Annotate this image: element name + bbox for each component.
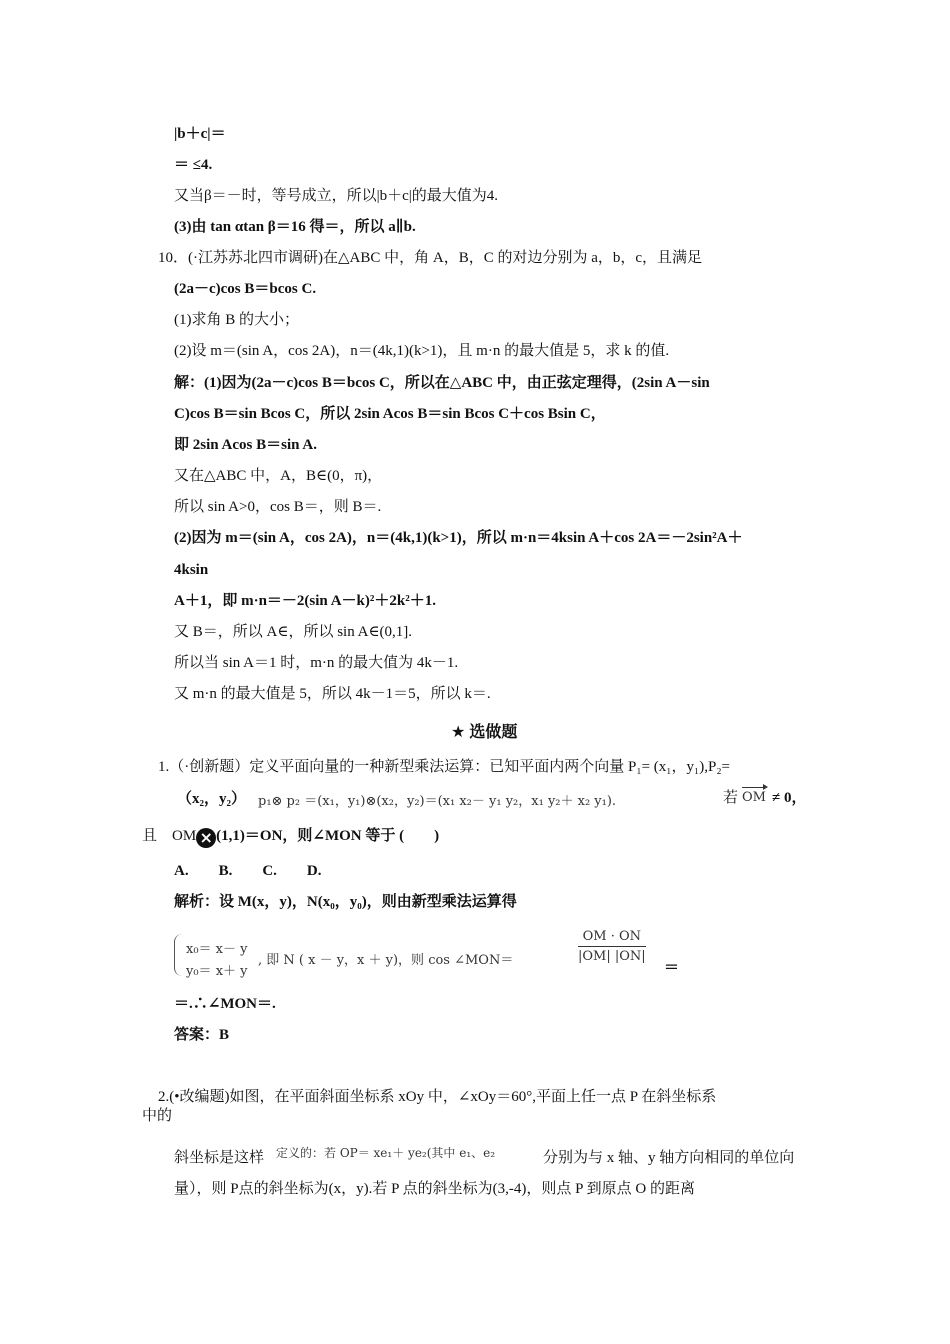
q1-line-2-prefix: （x₂，y₂） (177, 791, 246, 807)
solution-line-1: 解：(1)因为(2a－c)cos B＝bcos C，所以在△ABC 中，由正弦定理得，(2sin A－sin (174, 375, 710, 391)
q2-line-1: 2.(•改编题)如图，在平面斜面坐标系 xOy 中，∠xOy＝60°,平面上任一点 P 在斜坐标系 (158, 1089, 717, 1105)
solution-line-7: 4ksin (174, 562, 209, 578)
q2-line-2-prefix: 斜坐标是这样 (174, 1150, 265, 1166)
text-line-1: |b＋c|＝ (174, 126, 226, 142)
q1-choices: A. B. C. D. (174, 863, 322, 879)
q1-result: ＝.∴∠MON＝. (174, 996, 276, 1012)
q1-line-3-prefix: 且 OM (142, 828, 197, 844)
text-line-2: ＝ ≤4. (174, 157, 213, 173)
q2-line-1-cont: 中的 (142, 1108, 173, 1124)
om-vector-label: OM (742, 790, 766, 805)
q1-ruo: 若 (723, 790, 739, 806)
solution-line-8: A＋1，即 m·n＝－2(sin A－k)²＋2k²＋1. (174, 593, 436, 609)
problem-10-condition: (2a－c)cos B＝bcos C. (174, 281, 317, 297)
q1-om-vector (742, 790, 766, 805)
text-line-4: (3)由 tan αtan β＝16 得＝，所以 a∥b. (174, 219, 416, 235)
q1-line-1: 1.（·创新题）定义平面向量的一种新型乘法运算：已知平面内两个向量 P₁= (x₁，y₁),P₂= (158, 759, 731, 775)
q2-definition-formula: 定义的：若 OP＝ xe₁＋ ye₂(其中 e₁、e₂ (276, 1146, 496, 1160)
problem-10-part-1: (1)求角 B 的大小； (174, 312, 299, 328)
problem-10-part-2: (2)设 m＝(sin A，cos 2A)，n＝(4k,1)(k>1)，且 m·n 的最大值是 5，求 k 的值. (174, 343, 670, 359)
solution-line-10: 所以当 sin A＝1 时，m·n 的最大值为 4k－1. (174, 655, 459, 671)
system-mid-text: , 即 N ( x － y，x ＋ y)，则 cos ∠MON＝ (258, 953, 514, 968)
solution-line-2: C)cos B＝sin Bcos C，所以 2sin Acos B＝sin Bcos C＋cos Bsin C， (174, 406, 606, 422)
problem-10-title: 10．(·江苏苏北四市调研)在△ABC 中，角 A，B，C 的对边分别为 a，b，c，且满足 (158, 250, 703, 266)
solution-line-5: 所以 sin A>0，cos B＝，则 B＝. (174, 499, 382, 515)
q1-line-3 (142, 826, 439, 848)
q1-line-3-suffix: (1,1)＝ON，则∠MON 等于 ( ) (216, 828, 440, 844)
star-icon: ★ (451, 722, 466, 741)
solution-line-11: 又 m·n 的最大值是 5，所以 4k－1＝5，所以 k＝. (174, 686, 491, 702)
solution-line-4: 又在△ABC 中，A，B∈(0，π)， (174, 468, 383, 484)
text-line-3: 又当β＝－时，等号成立，所以|b＋c|的最大值为4. (174, 188, 499, 204)
equals-tail: ＝ (664, 960, 680, 976)
fraction (578, 929, 646, 964)
system-eq-1: x₀＝ x－ y (186, 942, 248, 957)
otimes-icon: × (196, 828, 216, 848)
solution-line-6: (2)因为 m＝(sin A，cos 2A)，n＝(4k,1)(k>1)，所以 m·n＝4ksin A＋cos 2A＝－2sin²A＋ (174, 530, 743, 546)
q1-answer: 答案：B (174, 1027, 230, 1043)
fraction-denominator: |OM| |ON| (578, 949, 646, 964)
solution-line-3: 即 2sin Acos B＝sin A. (174, 437, 317, 453)
section-title-text: 选做题 (469, 724, 518, 741)
q2-line-2-suffix: 分别为与 x 轴、y 轴方向相同的单位向 (543, 1150, 795, 1166)
q2-line-3: 量），则 P点的斜坐标为(x，y).若 P 点的斜坐标为(3,-4)，则点 P 到原点 O 的距离 (174, 1181, 695, 1197)
q1-definition-formula: p₁⊗ p₂ ＝(x₁，y₁)⊗(x₂，y₂)＝(x₁ x₂－ y₁ y₂，x₁ y₂＋ x₂ y₁). (258, 794, 617, 809)
fraction-numerator: OM · ON (578, 929, 646, 947)
solution-line-9: 又 B＝，所以 A∈，所以 sin A∈(0,1]. (174, 624, 413, 640)
q1-analysis: 解析：设 M(x，y)，N(x₀，y₀)，则由新型乘法运算得 (174, 894, 517, 910)
section-title (451, 722, 517, 743)
cos-fraction (578, 929, 646, 964)
q1-line-2-tail: ≠ 0， (772, 790, 807, 806)
system-brace (174, 934, 183, 976)
system-eq-2: y₀＝ x＋ y (186, 964, 248, 979)
